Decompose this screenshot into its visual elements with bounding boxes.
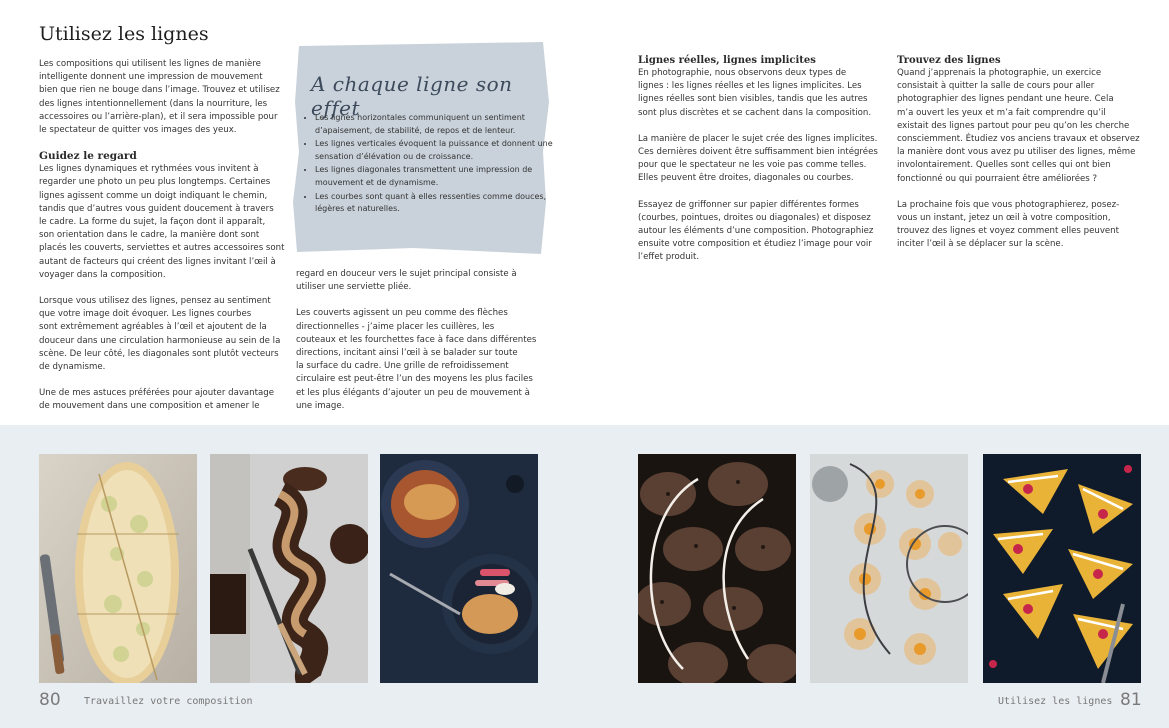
running-head-left: Travaillez votre composition xyxy=(84,696,253,707)
callout-box xyxy=(293,42,553,254)
col2-paragraph-1: regard en douceur vers le sujet principal consiste à utiliser une serviette pliée. xyxy=(296,269,517,293)
callout-list xyxy=(301,112,555,217)
paragraph-1: Les lignes dynamiques et rythmées vous invitent à regarder une photo un peu plus longtemps. Certaines lignes agissent comme un doigt indiquant le chemin, tandis que d’autres vous guident doucement à travers le cadre. La forme du sujet, la façon dont il apparaît, son orientation dans le cadre, la manière dont sont placés les couverts, serviettes et autres accessoires sont autant de facteurs qui créent des lignes invitant l’œil à voyager dans la composition. xyxy=(39,164,285,280)
page-title: Utilisez les lignes xyxy=(39,23,209,45)
photo-chocolate-macarons xyxy=(638,454,796,683)
paragraph-3: Une de mes astuces préférées pour ajouter davantage de mouvement dans une composition et amener le xyxy=(39,388,275,412)
right-column-2 xyxy=(897,54,1147,265)
running-head-right: Utilisez les lignes xyxy=(998,696,1113,707)
right-col1-paragraph-1: En photographie, nous observons deux types de lignes : les lignes réelles et les lignes implicites. Les lignes réelles sont bien visibles, tandis que les autres sont plus discrètes et se cachent dans la composition. xyxy=(638,68,872,118)
callout-item: • Les lignes verticales évoquent la puissance et donnent une sensation d’élévation ou de croissance. xyxy=(315,138,555,163)
left-column-1 xyxy=(39,58,289,427)
callout-item: • Les lignes horizontales communiquent un sentiment d’apaisement, de stabilité, de repos et de lenteur. xyxy=(315,112,555,137)
col2-paragraph-2: Les couverts agissent un peu comme des flèches directionnelles - j’aime placer les cuillères, les couteaux et les fourchettes face à face dans différentes directions, incitant ainsi l’œil à se balader sur toute la surface du cadre. Une grille de refroidissement circulaire est peut-être l’un des moyens les plus faciles et les plus élégants d’ajouter un peu de mouvement à une image. xyxy=(296,308,537,411)
heading-lignes-reelles: Lignes réelles, lignes implicites xyxy=(638,55,816,66)
left-column-2 xyxy=(296,268,546,426)
right-column-1 xyxy=(638,54,888,278)
photo-toast-rhubarb xyxy=(380,454,538,683)
right-col2-paragraph-2: La prochaine fois que vous photographierez, posez- vous un instant, jetez un œil à votre composition, trouvez des lignes et voyez comment elles peuvent inciter l’œil à se déplacer sur la scène. xyxy=(897,199,1120,250)
intro-paragraph: Les compositions qui utilisent les lignes de manière intelligente donnent une impression de mouvement bien que rien ne bouge dans l’image. Trouvez et utilisez des lignes intentionnellement (dans la nourriture, les accessoires ou l’arrière-plan), et il sera impossible pour le spectateur de quitter vos images des yeux. xyxy=(39,59,280,136)
photo-chocolate-babka xyxy=(210,454,368,683)
callout-title: A chaque ligne son effet xyxy=(311,72,513,120)
callout-item: • Les courbes sont quant à elles ressenties comme douces, légères et naturelles. xyxy=(315,191,555,216)
page-number-right: 81 xyxy=(1120,690,1142,710)
paragraph-2: Lorsque vous utilisez des lignes, pensez au sentiment que votre image doit évoquer. Les lignes courbes sont extrêmement agréables à l’œil et ajoutent de la douceur dans une circulation harmonieuse au sein de la scène. De leur côté, les diagonales sont plutôt vecteurs de dynamisme. xyxy=(39,296,281,373)
heading-trouvez: Trouvez des lignes xyxy=(897,55,1001,66)
right-col1-paragraph-2: La manière de placer le sujet crée des lignes implicites. Ces dernières doivent être suffisamment bien intégrées pour que le spectateur ne les voie pas comme telles. Elles peuvent être droites, diagonales ou courbes. xyxy=(638,133,878,184)
photo-fruit-tart-slices xyxy=(983,454,1141,683)
photo-heart-jam-cookies xyxy=(810,454,968,683)
right-col1-paragraph-3: Essayez de griffonner sur papier différentes formes (courbes, pointues, droites ou diagonales) et disposez autour les éléments d’une composition. Photographiez ensuite votre composition et étudiez l’image pour voir l’effet produit. xyxy=(638,199,874,263)
right-col2-paragraph-1: Quand j’apprenais la photographie, un exercice consistait à quitter la salle de cours pour aller photographier des lignes pendant une heure. Cela m’a ouvert les yeux et m’a fait comprendre qu’il existait des lignes partout pour peu qu’on les cherche consciemment. Étudiez vos anciens travaux et observez la manière dont vous avez pu utiliser des lignes, même involontairement. Quelles sont celles qui ont bien fonctionné ou qui pourraient être améliorées ? xyxy=(897,68,1140,184)
page-number-left: 80 xyxy=(39,690,61,710)
callout-item: • Les lignes diagonales transmettent une impression de mouvement et de dynamisme. xyxy=(315,164,555,189)
section-heading-guidez: Guidez le regard xyxy=(39,150,137,163)
photo-flatbread-pizza xyxy=(39,454,197,683)
